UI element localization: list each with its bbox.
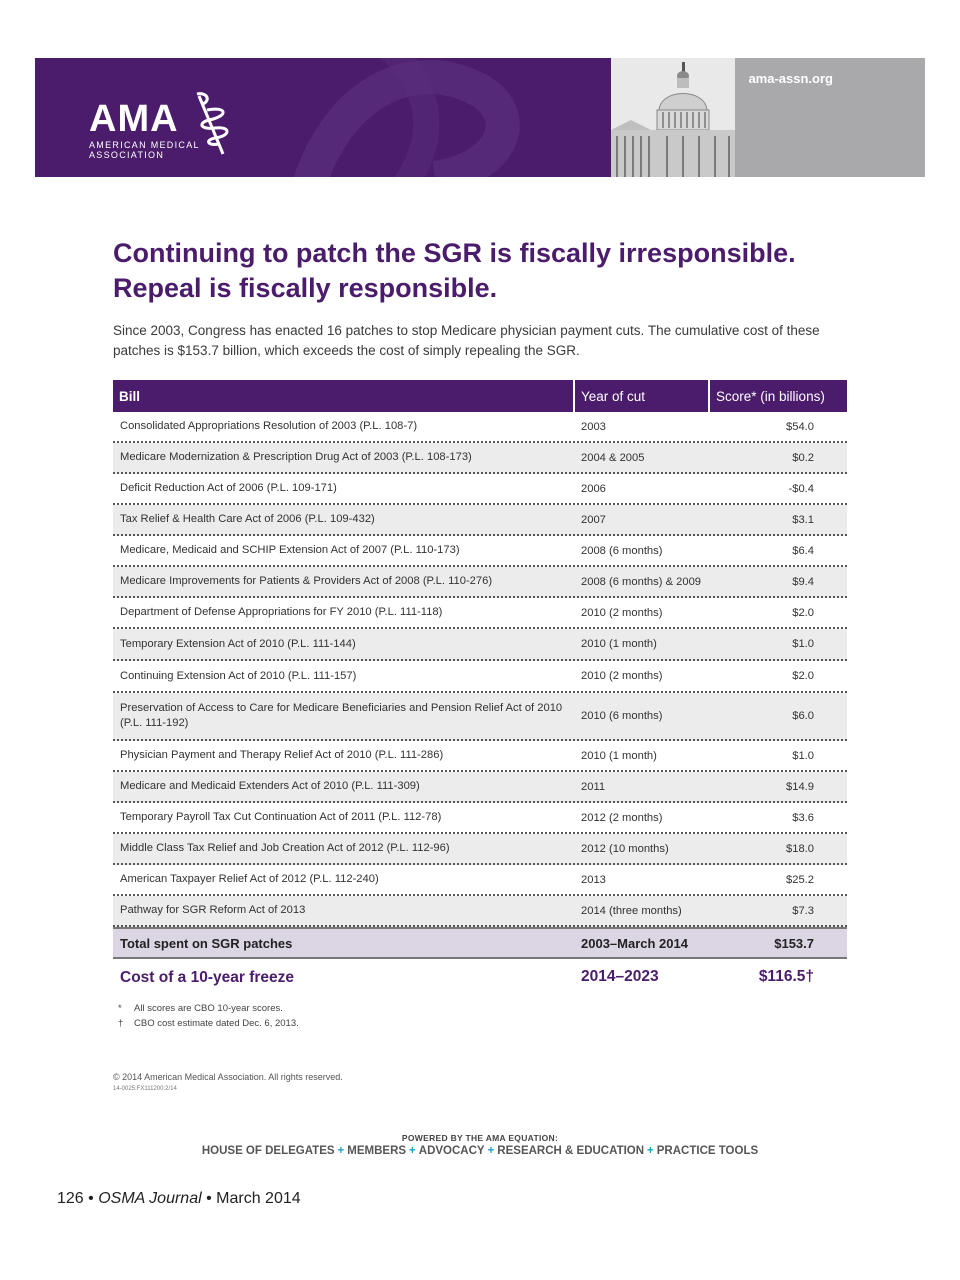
footnotes: [118, 1001, 299, 1031]
headline-line-2: Repeal is fiscally responsible.: [113, 273, 498, 303]
table-row: [113, 474, 847, 505]
plus-icon: +: [487, 1145, 495, 1157]
cell-bill: Pathway for SGR Reform Act of 2013: [120, 904, 306, 916]
footnote: † CBO cost estimate dated Dec. 6, 2013.: [118, 1018, 299, 1029]
table-row: [113, 412, 847, 443]
cell-score: $1.0: [792, 749, 814, 762]
table-row: [113, 536, 847, 567]
equation-item: HOUSE OF DELEGATES: [201, 1145, 335, 1157]
journal-name: OSMA Journal: [98, 1190, 202, 1207]
total-score: $153.7: [774, 935, 814, 951]
header-year: Year of cut: [575, 380, 710, 412]
plus-icon: +: [647, 1145, 654, 1157]
cell-year: 2010 (1 month): [581, 638, 657, 650]
cell-score: $25.2: [786, 873, 814, 886]
cell-score: $1.0: [792, 638, 814, 650]
intro-paragraph: Since 2003, Congress has enacted 16 patches to stop Medicare physician payment cuts. The cumulative cost of these patches is $153.7 billion, which exceeds the cost of simply repealing the SGR.: [113, 323, 820, 358]
powered-by: POWERED BY THE AMA EQUATION:: [401, 1133, 559, 1143]
capitol-photo: [611, 58, 735, 177]
table-row: [113, 803, 847, 834]
cell-score: $6.0: [792, 710, 814, 722]
freeze-year: 2014–2023: [581, 968, 659, 985]
table-row: [113, 598, 847, 629]
equation-item: ADVOCACY: [418, 1145, 485, 1157]
freeze-label: Cost of a 10-year freeze: [120, 968, 295, 986]
equation-item: RESEARCH & EDUCATION: [497, 1145, 645, 1157]
ama-banner: [35, 58, 925, 177]
plus-icon: +: [409, 1145, 416, 1157]
total-label: Total spent on SGR patches: [120, 935, 293, 951]
cell-bill: Physician Payment and Therapy Relief Act of 2010 (P.L. 111-286): [120, 749, 444, 761]
cell-bill: Temporary Payroll Tax Cut Continuation Act of 2011 (P.L. 112-78): [120, 811, 442, 823]
sgr-patches-table: [113, 380, 847, 995]
page-number: 126: [57, 1190, 84, 1207]
freeze-score: $116.5†: [758, 968, 814, 985]
banner-purple-panel: [35, 58, 611, 177]
cell-year: 2010 (2 months): [581, 606, 663, 619]
cell-score: $2.0: [792, 670, 814, 682]
table-row: [113, 865, 847, 896]
cell-year: 2010 (1 month): [581, 749, 657, 762]
cell-year: 2006: [581, 482, 606, 495]
table-row: [113, 567, 847, 598]
cell-bill: Deficit Reduction Act of 2006 (P.L. 109-171): [120, 482, 337, 494]
cell-bill: Medicare Improvements for Patients & Providers Act of 2008 (P.L. 110-276): [120, 575, 493, 587]
ama-logo-subtitle: AMERICAN MEDICAL ASSOCIATION: [89, 140, 200, 160]
copyright: © 2014 American Medical Association. All rights reserved.: [113, 1072, 343, 1082]
headline-line-1: Continuing to patch the SGR is fiscally irresponsible.: [113, 238, 796, 268]
cell-score: $18.0: [786, 842, 814, 855]
cell-year: 2010 (6 months): [581, 710, 663, 722]
cell-year: 2010 (2 months): [581, 670, 663, 682]
cell-bill: Preservation of Access to Care for Medicare Beneficiaries and Pension Relief Act of 2010 (P.L. 111-192): [120, 702, 563, 729]
cell-score: $0.2: [792, 451, 814, 464]
cell-bill: Medicare, Medicaid and SCHIP Extension Act of 2007 (P.L. 110-173): [120, 544, 460, 556]
cell-score: $6.4: [792, 544, 814, 557]
cell-year: 2007: [581, 513, 606, 526]
table-row: [113, 629, 847, 661]
cell-year: 2003: [581, 420, 606, 433]
page-title: [113, 236, 873, 306]
cell-year: 2008 (6 months) & 2009: [581, 575, 702, 588]
cell-bill: Middle Class Tax Relief and Job Creation Act of 2012 (P.L. 112-96): [120, 842, 450, 854]
header-score-unit: (in billions): [760, 388, 825, 404]
plus-icon: +: [337, 1145, 345, 1157]
cell-score: $2.0: [792, 606, 814, 619]
cell-year: 2012 (2 months): [581, 811, 663, 824]
table-row: [113, 693, 847, 741]
table-row: [113, 505, 847, 536]
equation-item: MEMBERS: [347, 1145, 407, 1157]
table-row: [113, 772, 847, 803]
capitol-dome-icon: [611, 58, 735, 177]
issue-date: March 2014: [216, 1190, 301, 1207]
cell-year: 2014 (three months): [581, 904, 682, 917]
total-row: [113, 927, 847, 959]
table-row: [113, 661, 847, 693]
equation-item: PRACTICE TOOLS: [656, 1145, 759, 1157]
cell-score: $7.3: [792, 904, 814, 917]
cell-bill: American Taxpayer Relief Act of 2012 (P.L. 112-240): [120, 873, 379, 885]
table-row: [113, 834, 847, 865]
cell-score: $9.4: [792, 575, 814, 588]
ama-logo-text: AMA: [89, 98, 179, 140]
table-row: [113, 443, 847, 474]
freeze-row: [113, 959, 847, 995]
cell-year: 2011: [581, 780, 606, 793]
table-body: [113, 412, 847, 927]
cell-bill: Medicare and Medicaid Extenders Act of 2010 (P.L. 111-309): [120, 780, 420, 792]
table-row: [113, 896, 847, 927]
cell-score: -$0.4: [788, 482, 814, 495]
cell-bill: Temporary Extension Act of 2010 (P.L. 111-144): [120, 637, 356, 650]
cell-year: 2004 & 2005: [581, 451, 645, 464]
ama-equation: [0, 1145, 960, 1157]
table-header: [113, 380, 847, 412]
document-code: 14-0025:FX111200:2/14: [113, 1086, 177, 1092]
cell-bill: Consolidated Appropriations Resolution of 2003 (P.L. 108-7): [120, 420, 418, 432]
cell-year: 2013: [581, 873, 606, 886]
header-bill: Bill: [113, 380, 575, 412]
cell-score: $54.0: [786, 420, 814, 433]
page-footer: 126 • OSMA Journal • March 2014: [57, 1190, 301, 1207]
header-score: [710, 380, 847, 412]
swirl-graphic: [275, 58, 595, 177]
cell-bill: Tax Relief & Health Care Act of 2006 (P.L. 109-432): [120, 513, 375, 525]
table-row: [113, 741, 847, 772]
cell-bill: Department of Defense Appropriations for FY 2010 (P.L. 111-118): [120, 606, 443, 618]
footnote: * All scores are CBO 10-year scores.: [118, 1003, 283, 1014]
cell-score: $14.9: [786, 780, 814, 793]
total-year: 2003–March 2014: [581, 935, 688, 951]
cell-score: $3.6: [792, 811, 814, 824]
website-url[interactable]: ama-assn.org: [748, 71, 833, 86]
cell-year: 2012 (10 months): [581, 842, 669, 855]
cell-bill: Continuing Extension Act of 2010 (P.L. 111-157): [120, 669, 357, 682]
header-score-label: Score*: [716, 388, 757, 404]
cell-score: $3.1: [792, 513, 814, 526]
cell-year: 2008 (6 months): [581, 544, 663, 557]
cell-bill: Medicare Modernization & Prescription Drug Act of 2003 (P.L. 108-173): [120, 451, 472, 463]
